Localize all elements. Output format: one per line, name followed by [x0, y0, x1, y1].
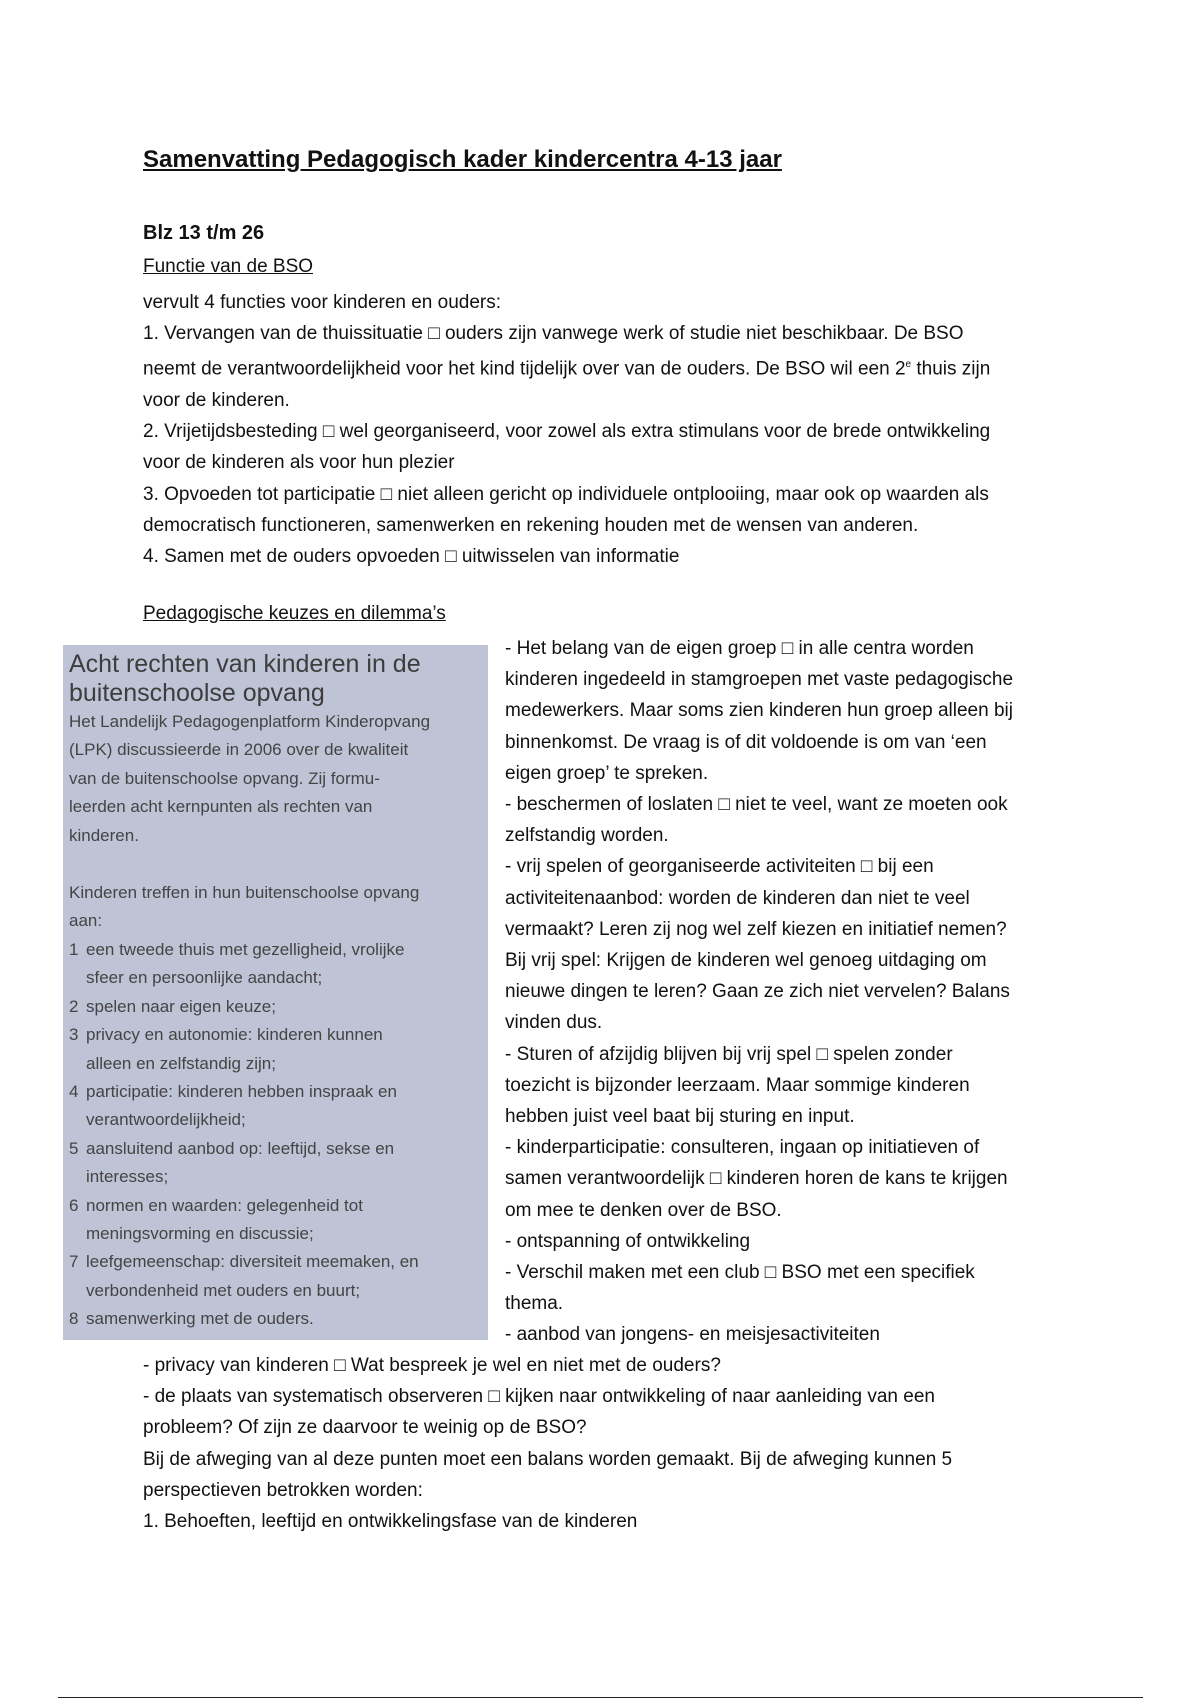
sidebar-right-number: 8	[69, 1309, 79, 1329]
sidebar-title-line-1: Acht rechten van kinderen in de	[69, 650, 421, 678]
functie-item-2-line-1: 2. Vrijetijdsbesteding □ wel georganiseerd, voor zowel als extra stimulans voor de brede ontwikkeling	[143, 421, 991, 443]
sidebar-intro-line: (LPK) discussieerde in 2006 over de kwaliteit	[69, 740, 409, 760]
sidebar-right-line-2: interesses;	[86, 1167, 169, 1187]
sidebar-right-text	[86, 936, 489, 993]
dilemma-line: activiteitenaanbod: worden de kinderen dan niet te veel	[505, 887, 970, 909]
sidebar-right-line-2: sfeer en persoonlijke aandacht;	[86, 968, 323, 988]
functie-item-2-line-2: voor de kinderen als voor hun plezier	[143, 452, 455, 474]
sidebar-rights-list	[69, 936, 489, 1334]
dilemma-line: - kinderparticipatie: consulteren, ingaan op initiatieven of	[505, 1137, 980, 1159]
dilemma-line: - aanbod van jongens- en meisjesactiviteiten	[505, 1324, 880, 1346]
dilemma-line: - Sturen of afzijdig blijven bij vrij spel □ spelen zonder	[505, 1043, 953, 1065]
dilemma-line: om mee te denken over de BSO.	[505, 1199, 782, 1221]
sidebar-title-line-2: buitenschoolse opvang	[69, 679, 325, 707]
document-title: Samenvatting Pedagogisch kader kindercentra 4-13 jaar	[143, 146, 782, 173]
functie-heading: Functie van de BSO	[143, 256, 314, 277]
dilemma-line: Bij vrij spel: Krijgen de kinderen wel genoeg uitdaging om	[505, 950, 987, 972]
dilemma-line: hebben juist veel baat bij sturing en input.	[505, 1106, 855, 1128]
functie-item-3-line-1: 3. Opvoeden tot participatie □ niet alleen gericht op individuele ontplooiing, maar ook op waarden als	[143, 483, 989, 505]
sidebar-right-line-2: verantwoordelijkheid;	[86, 1110, 246, 1130]
sidebar-right-line-2: verbondenheid met ouders en buurt;	[86, 1280, 361, 1300]
sidebar-right-number: 6	[69, 1195, 79, 1215]
dilemma-line: - Het belang van de eigen groep □ in alle centra worden	[505, 638, 974, 659]
section-heading: Blz 13 t/m 26	[143, 222, 265, 244]
sidebar-right-number: 1	[69, 940, 79, 959]
dilemma-line: medewerkers. Maar soms zien kinderen hun groep alleen bij	[505, 700, 1013, 722]
sidebar-intro-line: kinderen.	[69, 825, 139, 845]
keuzes-heading: Pedagogische keuzes en dilemma’s	[143, 603, 446, 624]
dilemma-line: kinderen ingedeeld in stamgroepen met vaste pedagogische	[505, 669, 1014, 691]
functie-item-4: 4. Samen met de ouders opvoeden □ uitwisselen van informatie	[143, 545, 680, 567]
sidebar-right-line-1: normen en waarden: gelegenheid tot	[86, 1195, 363, 1215]
sidebar-right-line-1: een tweede thuis met gezelligheid, vrolijke	[86, 940, 405, 959]
functie-item-1-text-end: thuis zijn	[911, 358, 991, 380]
dilemma-line: toezicht is bijzonder leerzaam. Maar sommige kinderen	[505, 1074, 970, 1096]
lower-line: - privacy van kinderen □ Wat bespreek je wel en niet met de ouders?	[143, 1355, 721, 1376]
sidebar-right-line-2: alleen en zelfstandig zijn;	[86, 1053, 276, 1073]
sidebar-lead-line: Kinderen treffen in hun buitenschoolse opvang	[69, 883, 420, 902]
dilemma-line: vermaakt? Leren zij nog wel zelf kiezen en initiatief nemen?	[505, 918, 1007, 940]
sidebar-lead	[69, 879, 489, 936]
sidebar-lead-line: aan:	[69, 911, 103, 931]
dilemmas-column	[505, 633, 1065, 1351]
dilemma-line: vinden dus.	[505, 1012, 603, 1034]
dilemma-line: zelfstandig worden.	[505, 825, 669, 847]
sidebar-right-line-1: samenwerking met de ouders.	[86, 1309, 314, 1329]
sidebar-right-line-1: spelen naar eigen keuze;	[86, 996, 276, 1016]
functie-list	[143, 287, 1073, 572]
sidebar-right-item	[69, 993, 489, 1021]
sidebar-right-item	[69, 936, 489, 993]
sidebar-right-text	[86, 1305, 489, 1333]
sidebar-intro	[69, 708, 489, 850]
lower-line: - de plaats van systematisch observeren □ kijken naar ontwikkeling of naar aanleiding van een	[143, 1386, 935, 1408]
functie-item-1-line-1: 1. Vervangen van de thuissituatie □ ouders zijn vanwege werk of studie niet beschikbaar. De BSO	[143, 323, 964, 345]
sidebar-right-text	[86, 1078, 489, 1135]
functie-item-1-line-2	[143, 349, 1073, 385]
sidebar-right-number: 4	[69, 1082, 79, 1102]
lower-line: perspectieven betrokken worden:	[143, 1479, 423, 1501]
sidebar-intro-line: Het Landelijk Pedagogenplatform Kinderopvang	[69, 712, 431, 731]
sidebar-right-item	[69, 1192, 489, 1249]
sidebar-right-text	[86, 1021, 489, 1078]
sidebar-right-number: 3	[69, 1025, 79, 1045]
sidebar-right-item	[69, 1078, 489, 1135]
sidebar-right-line-1: privacy en autonomie: kinderen kunnen	[86, 1025, 383, 1045]
sidebar-intro-line: leerden acht kernpunten als rechten van	[69, 797, 373, 817]
sidebar-right-number: 5	[69, 1138, 79, 1158]
sidebar-right-number: 2	[69, 996, 79, 1016]
dilemma-line: thema.	[505, 1293, 564, 1315]
dilemma-line: binnenkomst. De vraag is of dit voldoende is om van ‘een	[505, 731, 987, 753]
functie-item-3-line-2: democratisch functioneren, samenwerken en rekening houden met de wensen van anderen.	[143, 514, 919, 536]
dilemma-line: - vrij spelen of georganiseerde activiteiten □ bij een	[505, 856, 934, 878]
sidebar-right-item	[69, 1135, 489, 1192]
dilemma-line: samen verantwoordelijk □ kinderen horen de kans te krijgen	[505, 1168, 1008, 1190]
sidebar-right-text	[86, 1248, 489, 1305]
sidebar-intro-line: van de buitenschoolse opvang. Zij formu-	[69, 768, 380, 788]
sidebar-title	[69, 650, 489, 708]
dilemma-line: - ontspanning of ontwikkeling	[505, 1230, 751, 1252]
dilemma-line: - Verschil maken met een club □ BSO met een specifiek	[505, 1262, 975, 1284]
lower-line: probleem? Of zijn ze daarvoor te weinig op de BSO?	[143, 1417, 587, 1439]
lower-text	[143, 1350, 1063, 1537]
sidebar-right-item	[69, 1305, 489, 1333]
lower-line: 1. Behoeften, leeftijd en ontwikkelingsfase van de kinderen	[143, 1511, 638, 1533]
sidebar-right-item	[69, 1248, 489, 1305]
sidebar-right-number: 7	[69, 1252, 79, 1272]
dilemma-line: eigen groep’ te spreken.	[505, 762, 709, 784]
sidebar-right-line-1: aansluitend aanbod op: leeftijd, sekse en	[86, 1138, 395, 1158]
sidebar-right-text	[86, 1192, 489, 1249]
functie-intro: vervult 4 functies voor kinderen en ouders:	[143, 292, 502, 313]
sidebar-right-line-1: leefgemeenschap: diversiteit meemaken, en	[86, 1252, 419, 1272]
footer-divider	[58, 1697, 1143, 1698]
functie-item-1-text: neemt de verantwoordelijkheid voor het kind tijdelijk over van de ouders. De BSO wil een 2	[143, 358, 906, 380]
functie-item-1-superscript: e	[905, 359, 912, 371]
sidebar-right-line-2: meningsvorming en discussie;	[86, 1224, 314, 1244]
lower-line: Bij de afweging van al deze punten moet een balans worden gemaakt. Bij de afweging kunnen 5	[143, 1448, 953, 1470]
sidebar-right-line-1: participatie: kinderen hebben inspraak en	[86, 1082, 397, 1102]
functie-item-1-line-3: voor de kinderen.	[143, 389, 290, 411]
sidebar-right-text	[86, 1135, 489, 1192]
sidebar-right-text	[86, 993, 489, 1021]
dilemma-line: nieuwe dingen te leren? Gaan ze zich niet vervelen? Balans	[505, 981, 1010, 1003]
dilemma-line: - beschermen of loslaten □ niet te veel, want ze moeten ook	[505, 794, 1008, 816]
sidebar-right-item	[69, 1021, 489, 1078]
